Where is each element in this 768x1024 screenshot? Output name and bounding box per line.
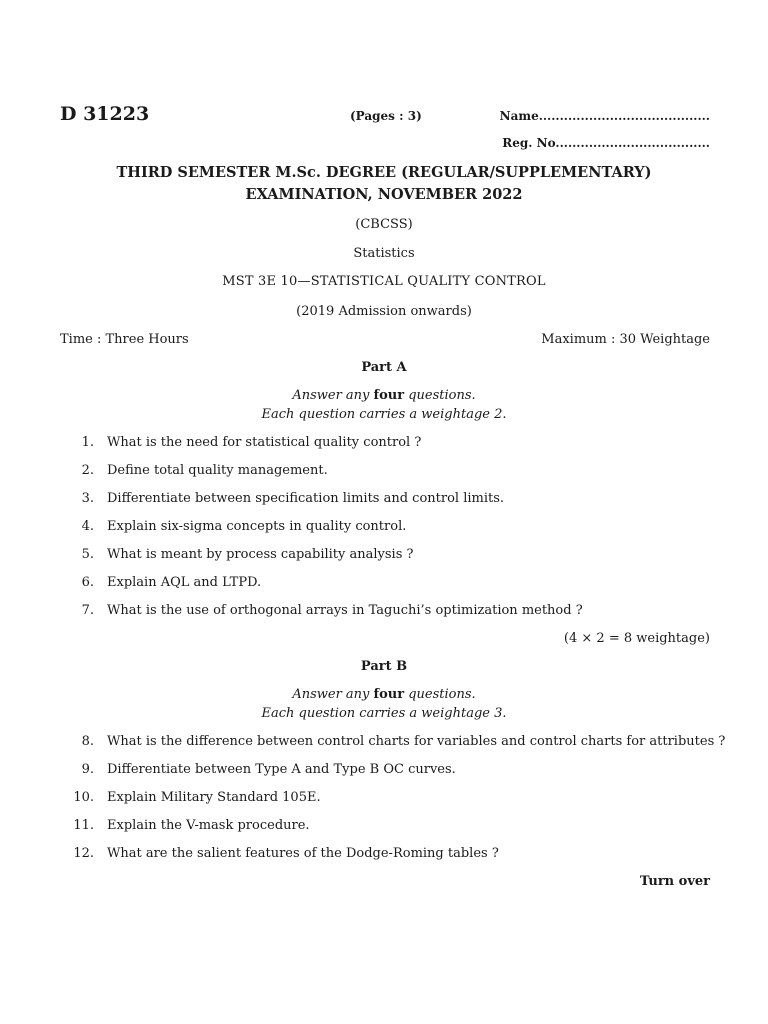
part-b-instruction-pre: Answer any xyxy=(292,687,374,702)
question-number: 7. xyxy=(81,603,94,618)
question-text: What is the need for statistical quality control ? xyxy=(107,435,422,450)
part-b-heading: Part B xyxy=(360,659,408,674)
name-field: Name......................................... xyxy=(499,109,710,123)
question-number: 3. xyxy=(81,491,94,506)
part-b-instruction-post: questions. xyxy=(404,687,476,702)
paper-code: D 31223 xyxy=(60,103,150,125)
part-a-instruction xyxy=(0,388,768,403)
question-text: What is the use of orthogonal arrays in Taguchi’s optimization method ? xyxy=(107,603,583,618)
subject-label: Statistics xyxy=(353,246,415,261)
part-a-heading: Part A xyxy=(361,360,407,375)
part-a-instruction-post: questions. xyxy=(404,388,476,403)
question-number: 12. xyxy=(73,846,94,861)
question-number: 2. xyxy=(81,463,94,478)
exam-title-line1: THIRD SEMESTER M.Sc. DEGREE (REGULAR/SUPPLEMENTARY) xyxy=(116,164,652,181)
part-b-instruction-bold: four xyxy=(373,687,405,702)
question-text: Differentiate between specification limits and control limits. xyxy=(107,491,505,506)
part-b-weightage-note: Each question carries a weightage 3. xyxy=(261,706,507,721)
question-number: 10. xyxy=(73,790,94,805)
question-text: Define total quality management. xyxy=(107,463,328,478)
page-count: (Pages : 3) xyxy=(350,109,422,123)
part-a-weightage-note: Each question carries a weightage 2. xyxy=(261,407,507,422)
question-text: What is the difference between control charts for variables and control charts for attributes ? xyxy=(107,734,726,749)
part-a-instruction-bold: four xyxy=(373,388,405,403)
question-number: 6. xyxy=(81,575,94,590)
question-number: 5. xyxy=(81,547,94,562)
reg-no-field: Reg. No..................................... xyxy=(502,136,710,150)
turn-over-label: Turn over xyxy=(639,874,710,889)
question-number: 11. xyxy=(73,818,94,833)
time-label: Time : Three Hours xyxy=(60,332,189,347)
question-text: Explain Military Standard 105E. xyxy=(107,790,321,805)
question-number: 1. xyxy=(81,435,94,450)
question-number: 8. xyxy=(81,734,94,749)
question-text: What are the salient features of the Dodge-Roming tables ? xyxy=(107,846,499,861)
admission-label: (2019 Admission onwards) xyxy=(296,304,472,319)
exam-title-line2: EXAMINATION, NOVEMBER 2022 xyxy=(245,186,523,203)
question-text: Explain AQL and LTPD. xyxy=(107,575,262,590)
part-a-instruction-pre: Answer any xyxy=(292,388,374,403)
part-b-instruction xyxy=(0,687,768,702)
paper-title: MST 3E 10—STATISTICAL QUALITY CONTROL xyxy=(222,274,546,289)
scheme-label: (CBCSS) xyxy=(355,217,413,232)
question-text: What is meant by process capability analysis ? xyxy=(107,547,414,562)
part-a-total-weightage: (4 × 2 = 8 weightage) xyxy=(563,631,710,646)
question-text: Explain six-sigma concepts in quality control. xyxy=(107,519,407,534)
max-weightage-label: Maximum : 30 Weightage xyxy=(541,332,710,347)
question-text: Differentiate between Type A and Type B OC curves. xyxy=(107,762,456,777)
question-number: 9. xyxy=(81,762,94,777)
question-text: Explain the V-mask procedure. xyxy=(107,818,310,833)
question-number: 4. xyxy=(81,519,94,534)
